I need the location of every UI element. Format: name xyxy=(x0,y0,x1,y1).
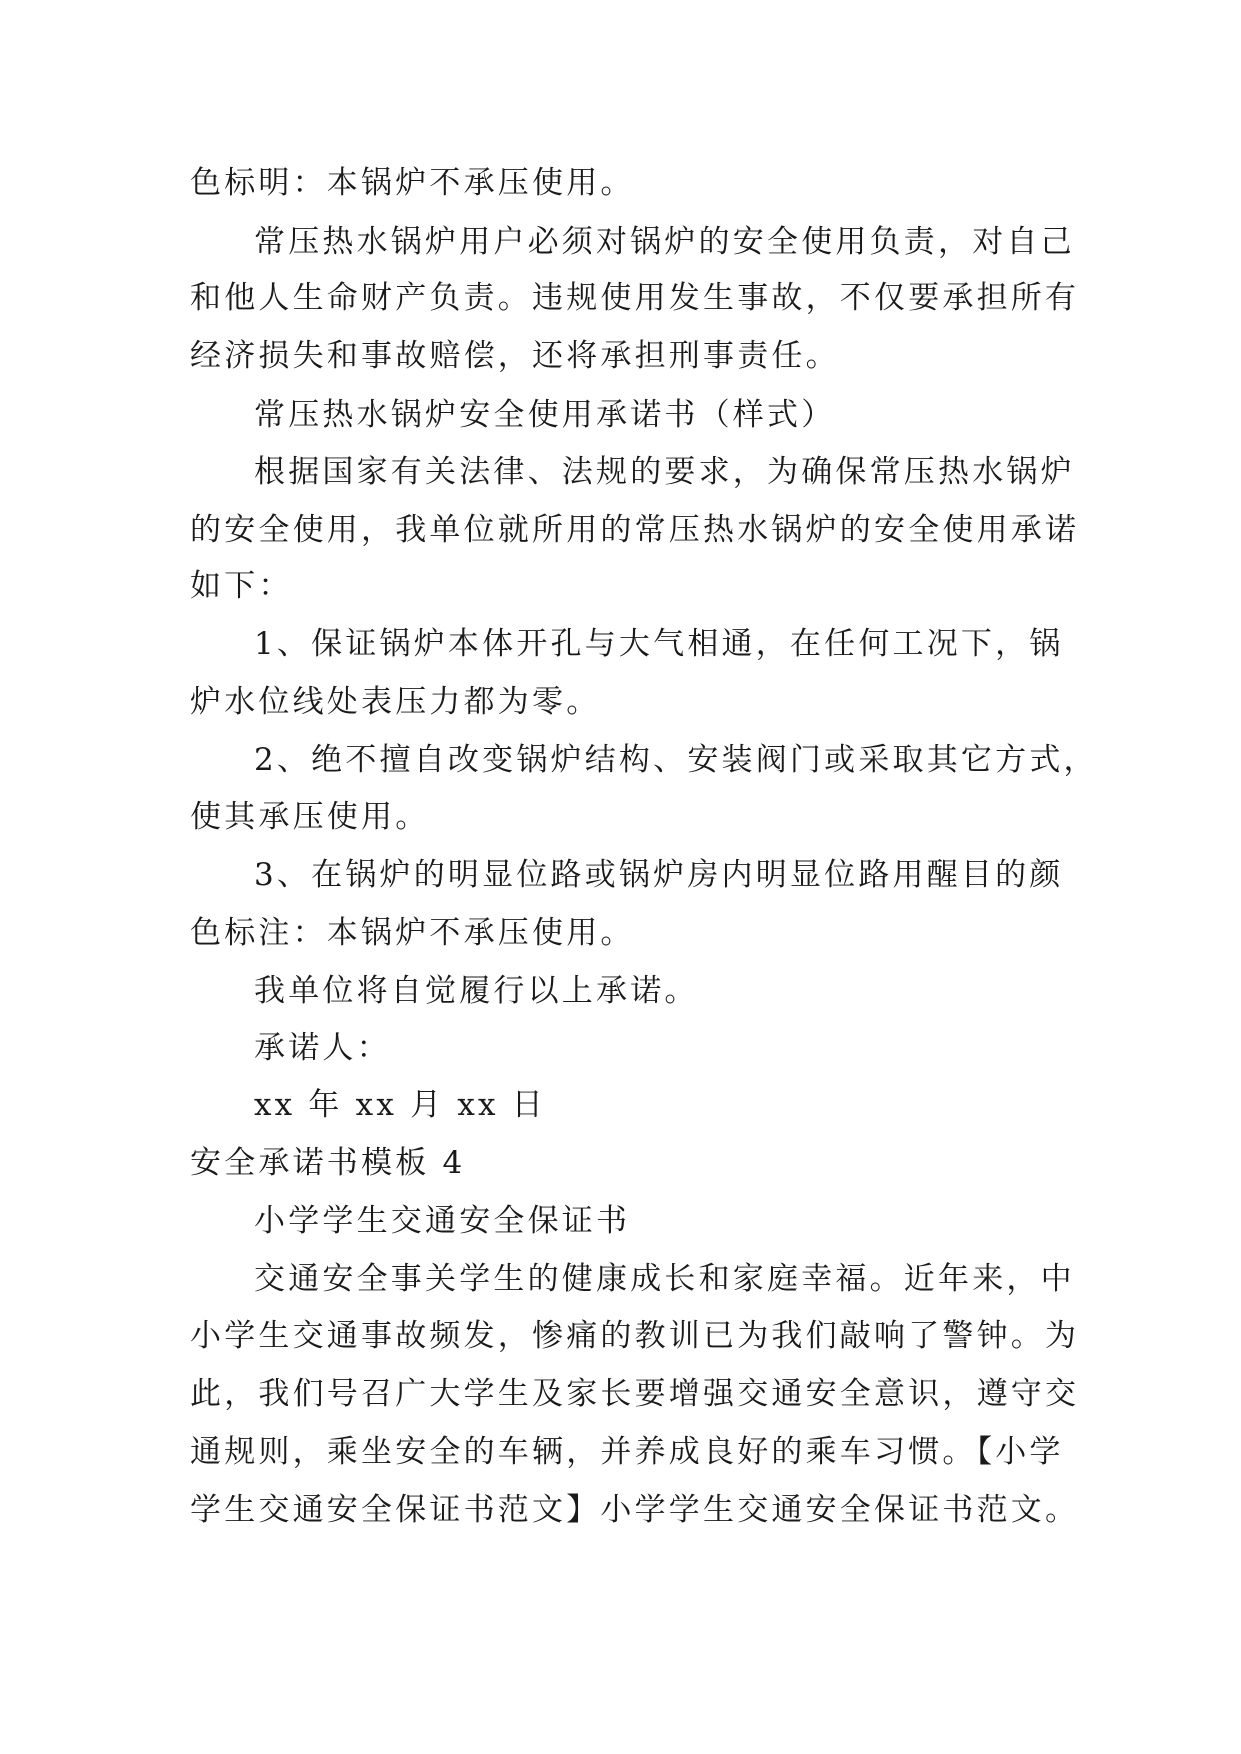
date-line: xx 年 xx 月 xx 日 xyxy=(254,1087,546,1123)
paragraph-line: 常压热水锅炉用户必须对锅炉的安全使用负责，对自己 xyxy=(254,224,1075,260)
text-line: 色标明：本锅炉不承压使用。 xyxy=(190,165,635,201)
text-line: 色标注：本锅炉不承压使用。 xyxy=(190,915,635,951)
paragraph-line: 我单位将自觉履行以上承诺。 xyxy=(254,973,699,1009)
list-item-1: 1、保证锅炉本体开孔与大气相通，在任何工况下，锅 xyxy=(254,626,1064,662)
text-line: 通规则，乘坐安全的车辆，并养成良好的乘车习惯。【小学 xyxy=(190,1434,1064,1470)
list-item-3: 3、在锅炉的明显位路或锅炉房内明显位路用醒目的颜 xyxy=(254,857,1064,893)
heading: 安全承诺书模板 4 xyxy=(190,1145,466,1181)
text-line: 的安全使用，我单位就所用的常压热水锅炉的安全使用承诺 xyxy=(190,512,1080,548)
text-line: 使其承压使用。 xyxy=(190,799,430,835)
paragraph-line: 交通安全事关学生的健康成长和家庭幸福。近年来，中 xyxy=(254,1261,1075,1297)
text-line: 经济损失和事故赔偿，还将承担刑事责任。 xyxy=(190,338,840,374)
text-line: 此，我们号召广大学生及家长要增强交通安全意识，遵守交 xyxy=(190,1376,1080,1412)
text-line: 和他人生命财产负责。违规使用发生事故，不仅要承担所有 xyxy=(190,280,1080,316)
list-item-2: 2、绝不擅自改变锅炉结构、安装阀门或采取其它方式， xyxy=(254,742,1098,778)
section-title: 小学学生交通安全保证书 xyxy=(254,1203,631,1239)
text-line: 如下： xyxy=(190,568,293,604)
section-title: 常压热水锅炉安全使用承诺书（样式） xyxy=(254,397,836,433)
paragraph-line: 根据国家有关法律、法规的要求，为确保常压热水锅炉 xyxy=(254,454,1075,490)
signer-label: 承诺人： xyxy=(254,1030,391,1066)
text-line: 小学生交通事故频发，惨痛的教训已为我们敲响了警钟。为 xyxy=(190,1318,1080,1354)
text-line: 学生交通安全保证书范文】小学学生交通安全保证书范文。 xyxy=(190,1492,1080,1528)
text-line: 炉水位线处表压力都为零。 xyxy=(190,684,601,720)
